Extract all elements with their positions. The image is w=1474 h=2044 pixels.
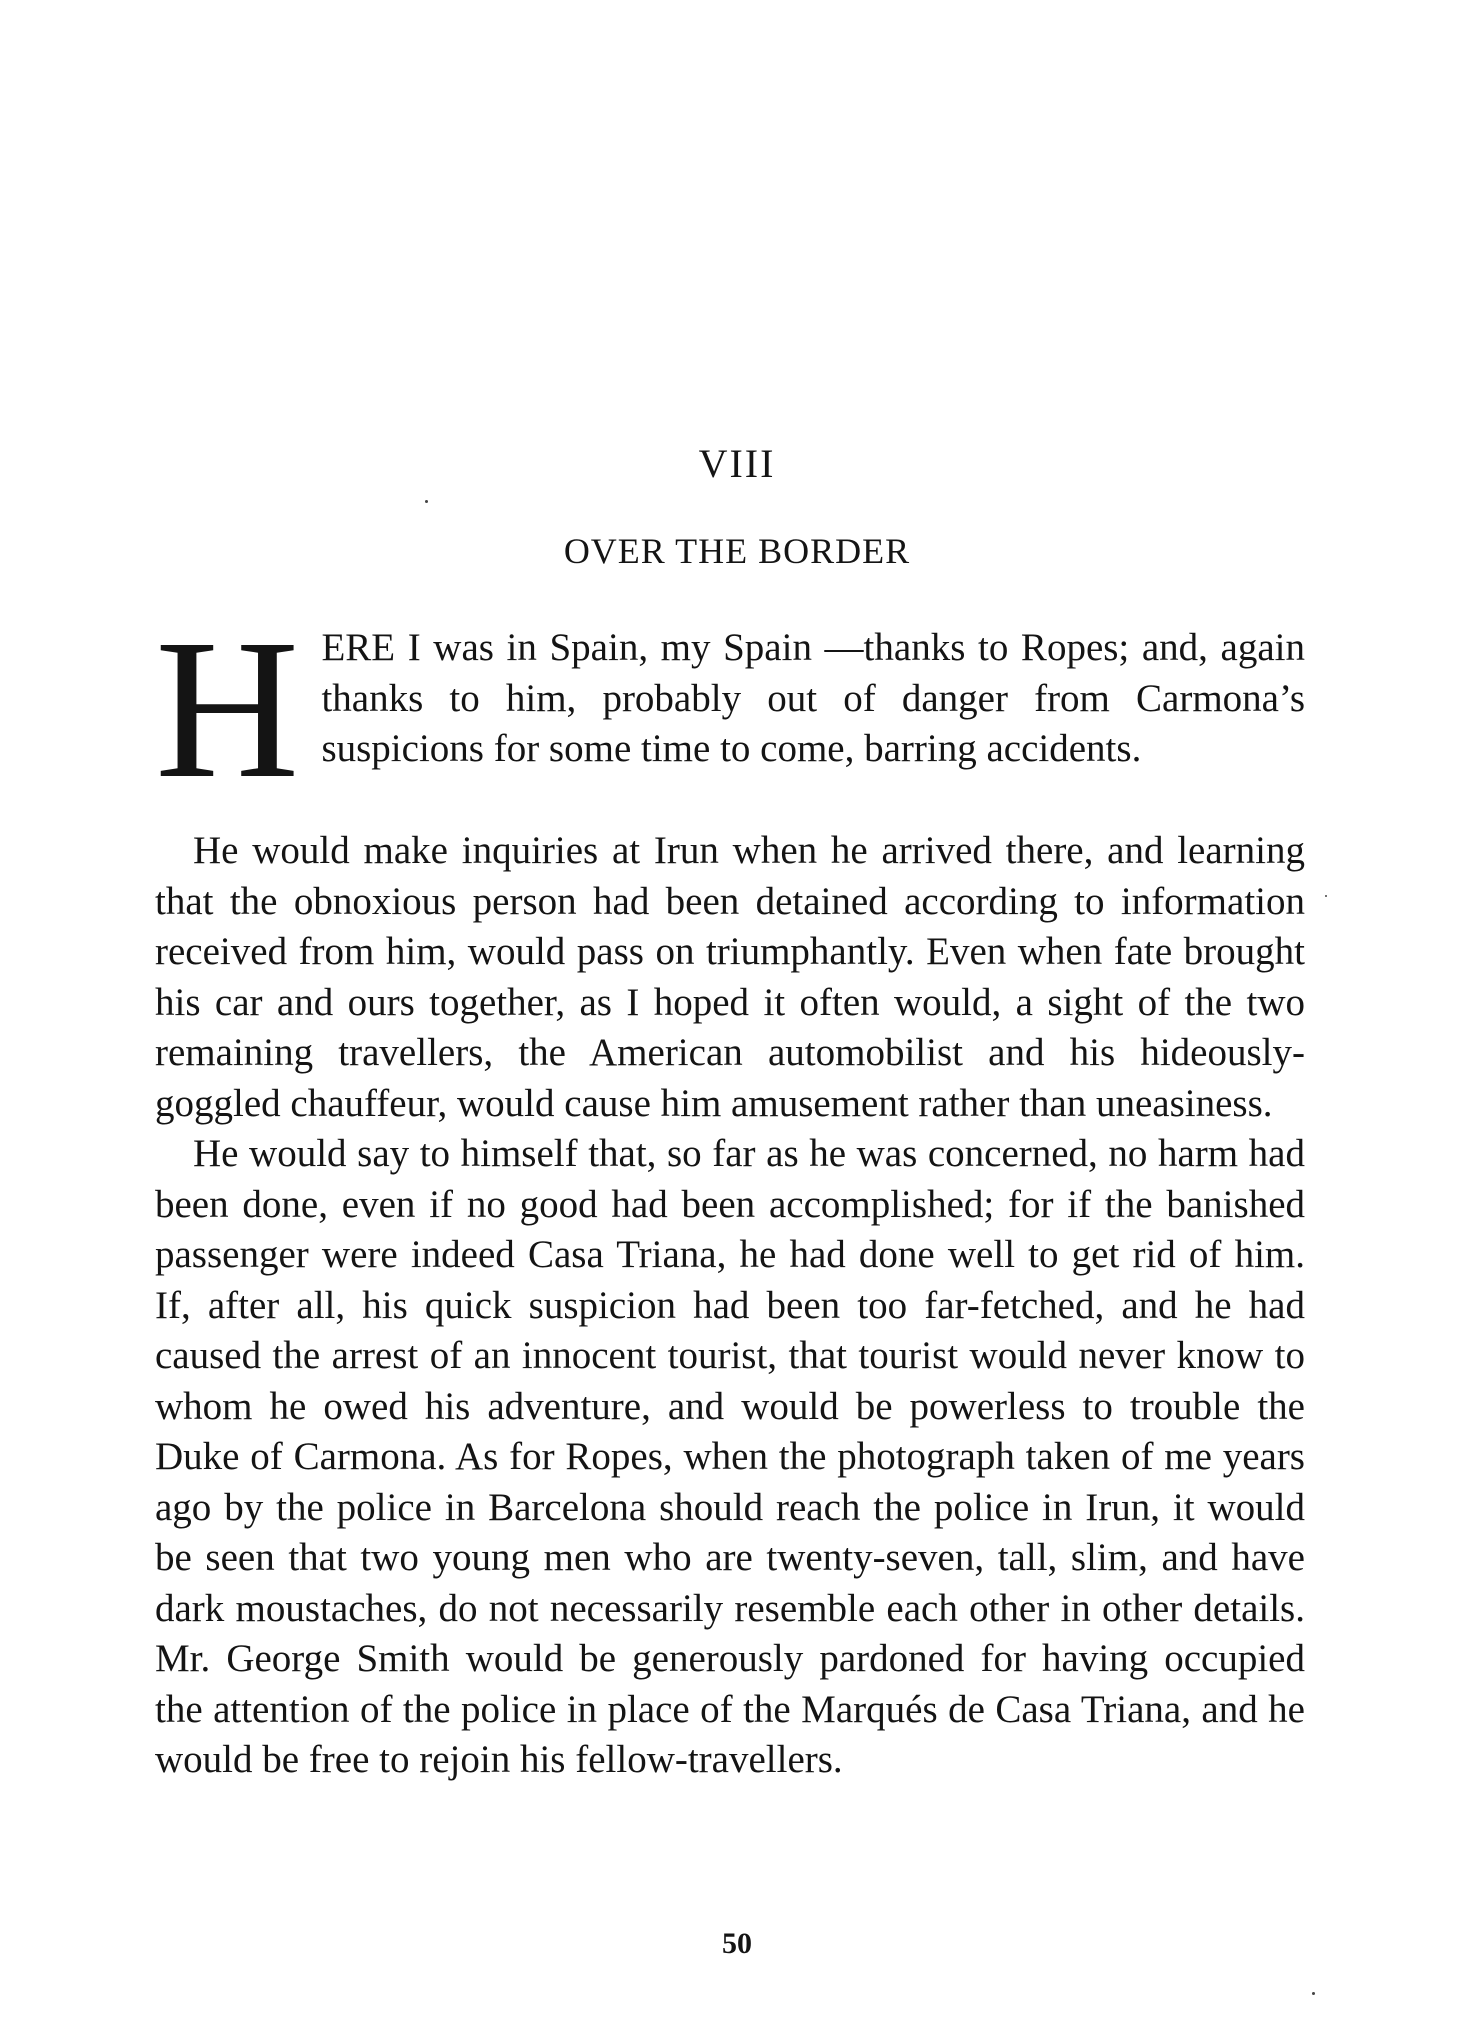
chapter-body	[155, 599, 1305, 1786]
opening-paragraph	[155, 599, 1305, 826]
paragraph-3: He would say to himself that, so far as he was concerned, no harm had been done, even if no good had been accomplished; for if the banished passenger were indeed Casa Triana, he had done well to get rid of him. If, after all, his quick suspicion had been too far-fetched, and he had caused the arrest of an innocent tourist, that tourist would never know to whom he owed his adventure, and would be powerless to trouble the Duke of Carmona. As for Ropes, when the photograph taken of me years ago by the police in Barcelona should reach the police in Irun, it would be seen that two young men who are twenty-seven, tall, slim, and have dark moustaches, do not necessarily resemble each other in other details. Mr. George Smith would be generously pardoned for having occupied the attention of the police in place of the Marqués de Casa Triana, and he would be free to rejoin his fellow-travellers.	[155, 1132, 1305, 1781]
chapter-title: OVER THE BORDER	[563, 531, 911, 571]
print-speck	[425, 500, 428, 503]
print-speck	[1312, 1992, 1315, 1995]
paragraph-1-text: ERE I was in Spain, my Spain —thanks to Ropes; and, again thanks to him, probably out of danger from Carmona’s suspicions for some time to come, barring accidents.	[321, 626, 1305, 770]
page-number: 50	[722, 1927, 752, 1960]
chapter-number: VIII	[698, 441, 776, 486]
drop-cap: H	[155, 599, 300, 820]
print-speck	[1325, 895, 1327, 897]
paragraph-2: He would make inquiries at Irun when he arrived there, and learning that the obnoxious person had been detained according to information received from him, would pass on triumphantly. Even when fate brought his car and ours together, as I hoped it often would, a sight of the two remaining travellers, the American automobilist and his hideously-goggled chauffeur, would cause him amusement rather than uneasiness.	[155, 829, 1305, 1125]
